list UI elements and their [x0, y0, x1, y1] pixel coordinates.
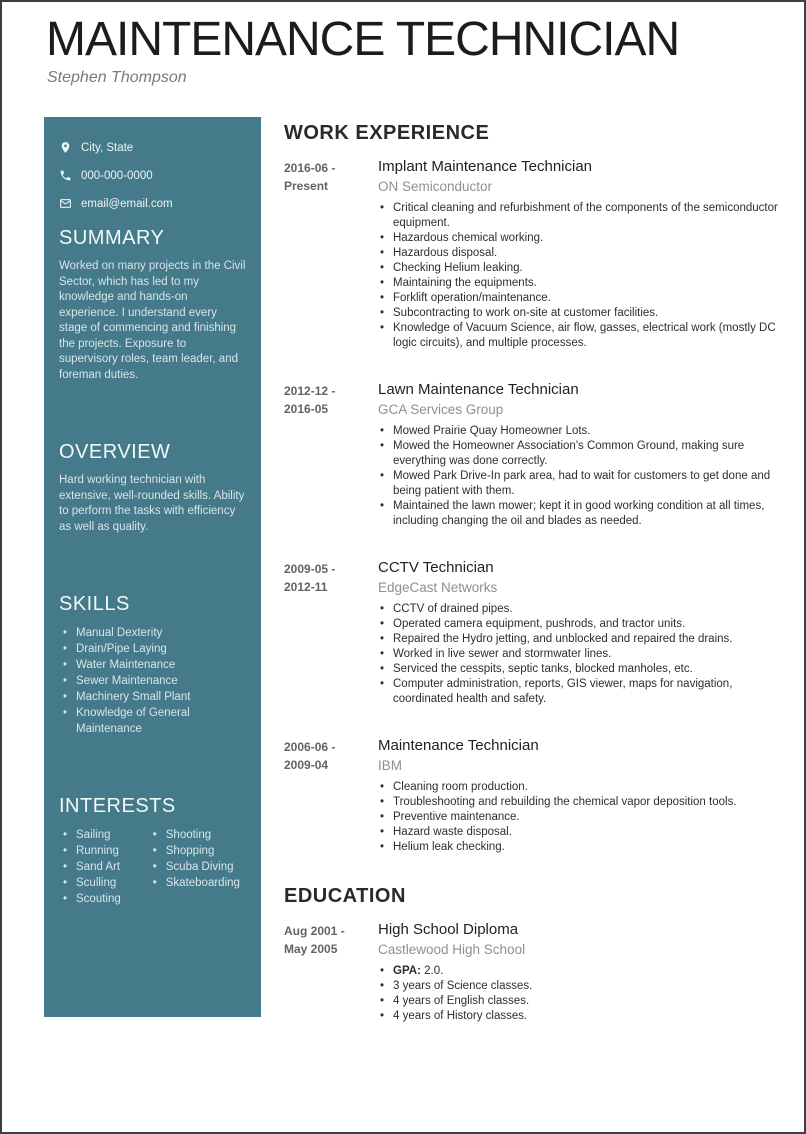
education-section	[284, 885, 780, 1024]
email-icon	[59, 197, 72, 210]
bullet-item: • Drain/Pipe Laying	[59, 641, 246, 657]
skills-section	[59, 593, 246, 737]
bullet-item: • Computer administration, reports, GIS viewer, maps for navigation, coordinated health and safety.	[378, 677, 780, 707]
job-body	[378, 737, 780, 855]
bullet-item: • Sewer Maintenance	[59, 673, 246, 689]
education-school: Castlewood High School	[378, 942, 526, 957]
job-dates	[284, 381, 378, 529]
phone-text: 000-000-0000	[81, 169, 153, 182]
bullet-item: • Hazardous chemical working.	[378, 231, 780, 246]
bullet-item: • Manual Dexterity	[59, 625, 246, 641]
job-bullets	[378, 780, 780, 855]
bullet-item: • Machinery Small Plant	[59, 689, 246, 705]
job-date-to: 2012-11	[284, 580, 328, 594]
job-company: GCA Services Group	[378, 402, 504, 417]
interests-columns	[59, 827, 246, 907]
bullet-item: • Cleaning room production.	[378, 780, 780, 795]
job-date-from: 2006-06 -	[284, 740, 336, 754]
bullet-item: • Forklift operation/maintenance.	[378, 291, 780, 306]
bullet-item: • Shooting	[149, 827, 246, 843]
bullet-item: • Mowed the Homeowner Association's Common Ground, making sure everything was done correctly.	[378, 439, 780, 469]
summary-section	[59, 227, 246, 383]
job-title: Maintenance Technician	[378, 737, 539, 754]
bullet-item: • Shopping	[149, 843, 246, 859]
work-experience-heading: WORK EXPERIENCE	[284, 122, 490, 144]
bullet-item: • Maintaining the equipments.	[378, 276, 780, 291]
bullet-item: • Repaired the Hydro jetting, and unblocked and repaired the drains.	[378, 632, 780, 647]
bullet-item: • Serviced the cesspits, septic tanks, blocked manholes, etc.	[378, 662, 780, 677]
job-body	[378, 158, 780, 351]
education-entry	[284, 921, 780, 1024]
bullet-item: • Knowledge of General Maintenance	[59, 705, 246, 737]
education-degree: High School Diploma	[378, 921, 519, 938]
bullet-item: • Sailing	[59, 827, 149, 843]
work-experience-section	[284, 122, 780, 855]
bullet-item: • Troubleshooting and rebuilding the chemical vapor deposition tools.	[378, 795, 780, 810]
bullet-item: • Subcontracting to work on-site at customer facilities.	[378, 306, 780, 321]
job-date-from: 2012-12 -	[284, 384, 336, 398]
job-date-to: Present	[284, 179, 329, 193]
skills-heading: SKILLS	[59, 593, 130, 615]
bullet-item: • Skateboarding	[149, 875, 246, 891]
job-bullets	[378, 424, 780, 529]
job-date-to: 2016-05	[284, 402, 329, 416]
education-heading: EDUCATION	[284, 885, 406, 907]
bullet-item: • Knowledge of Vacuum Science, air flow, gasses, electrical work (mostly DC logic circuits), and multiple processes.	[378, 321, 780, 351]
bullet-item: • Running	[59, 843, 149, 859]
job-date-to: 2009-04	[284, 758, 329, 772]
job-dates	[284, 559, 378, 707]
sidebar	[44, 117, 261, 1017]
job-body	[378, 559, 780, 707]
header	[46, 14, 766, 87]
bullet-item: • Mowed Park Drive-In park area, had to wait for customers to get done and being patient with them.	[378, 469, 780, 499]
contact-email	[59, 197, 246, 210]
job-title: CCTV Technician	[378, 559, 494, 576]
job-bullets	[378, 602, 780, 707]
job-dates	[284, 158, 378, 351]
bullet-item: • Mowed Prairie Quay Homeowner Lots.	[378, 424, 780, 439]
job-entry	[284, 158, 780, 351]
contact-phone	[59, 169, 246, 182]
bullet-item: • 3 years of Science classes.	[378, 979, 780, 994]
overview-text: Hard working technician with extensive, well-rounded skills. Ability to perform the tasks with efficiency as well as quality.	[59, 474, 245, 533]
overview-heading: OVERVIEW	[59, 441, 171, 463]
gpa-value: 2.0.	[424, 965, 444, 977]
skills-list	[59, 625, 246, 737]
interests-heading: INTERESTS	[59, 795, 176, 817]
job-entry	[284, 559, 780, 707]
main-content	[284, 122, 780, 1054]
job-body	[378, 381, 780, 529]
person-name: Stephen Thompson	[47, 68, 187, 86]
bullet-item: • Sculling	[59, 875, 149, 891]
bullet-item: • Worked in live sewer and stormwater lines.	[378, 647, 780, 662]
job-entry	[284, 381, 780, 529]
job-company: EdgeCast Networks	[378, 580, 498, 595]
education-dates	[284, 921, 378, 1024]
interests-section	[59, 795, 246, 907]
bullet-item: • Preventive maintenance.	[378, 810, 780, 825]
bullet-item: • Scouting	[59, 891, 149, 907]
job-entry	[284, 737, 780, 855]
location-text: City, State	[81, 141, 134, 154]
job-date-from: 2009-05 -	[284, 562, 336, 576]
bullet-item: • 4 years of History classes.	[378, 1009, 780, 1024]
bullet-item: • CCTV of drained pipes.	[378, 602, 780, 617]
job-title: Lawn Maintenance Technician	[378, 381, 579, 398]
job-title: Implant Maintenance Technician	[378, 158, 593, 175]
bullet-item: • Checking Helium leaking.	[378, 261, 780, 276]
education-bullets	[378, 964, 780, 1024]
interests-list-left	[59, 827, 149, 907]
job-dates	[284, 737, 378, 855]
bullet-item: • 4 years of English classes.	[378, 994, 780, 1009]
location-pin-icon	[59, 141, 72, 154]
education-body	[378, 921, 780, 1024]
gpa-label: GPA:	[393, 965, 421, 977]
bullet-item: • Scuba Diving	[149, 859, 246, 875]
bullet-item: • Helium leak checking.	[378, 840, 780, 855]
phone-icon	[59, 169, 72, 182]
bullet-item: • Water Maintenance	[59, 657, 246, 673]
email-text: email@email.com	[81, 197, 173, 210]
job-date-from: 2016-06 -	[284, 161, 336, 175]
interests-list-right	[149, 827, 246, 907]
gpa-bullet	[378, 964, 780, 979]
job-company: ON Semiconductor	[378, 179, 493, 194]
bullet-item: • Hazard waste disposal.	[378, 825, 780, 840]
bullet-item: • Operated camera equipment, pushrods, and tractor units.	[378, 617, 780, 632]
page-title: MAINTENANCE TECHNICIAN	[46, 13, 680, 66]
bullet-item: • Hazardous disposal.	[378, 246, 780, 261]
summary-heading: SUMMARY	[59, 227, 165, 249]
bullet-item: • Critical cleaning and refurbishment of the components of the semiconductor equipment.	[378, 201, 780, 231]
contact-location	[59, 141, 246, 154]
bullet-item: • Maintained the lawn mower; kept it in good working condition at all times, including changing the oil and blades as needed.	[378, 499, 780, 529]
job-bullets	[378, 201, 780, 351]
overview-section	[59, 441, 246, 535]
job-company: IBM	[378, 758, 403, 773]
education-date-to: May 2005	[284, 942, 338, 956]
bullet-item: • Sand Art	[59, 859, 149, 875]
summary-text: Worked on many projects in the Civil Sector, which has led to my knowledge and hands-on experience. I understand every stage of commencing and finishing the projects. Exposure to supervisory roles, team leader, and foreman duties.	[59, 260, 246, 381]
education-date-from: Aug 2001 -	[284, 924, 345, 938]
